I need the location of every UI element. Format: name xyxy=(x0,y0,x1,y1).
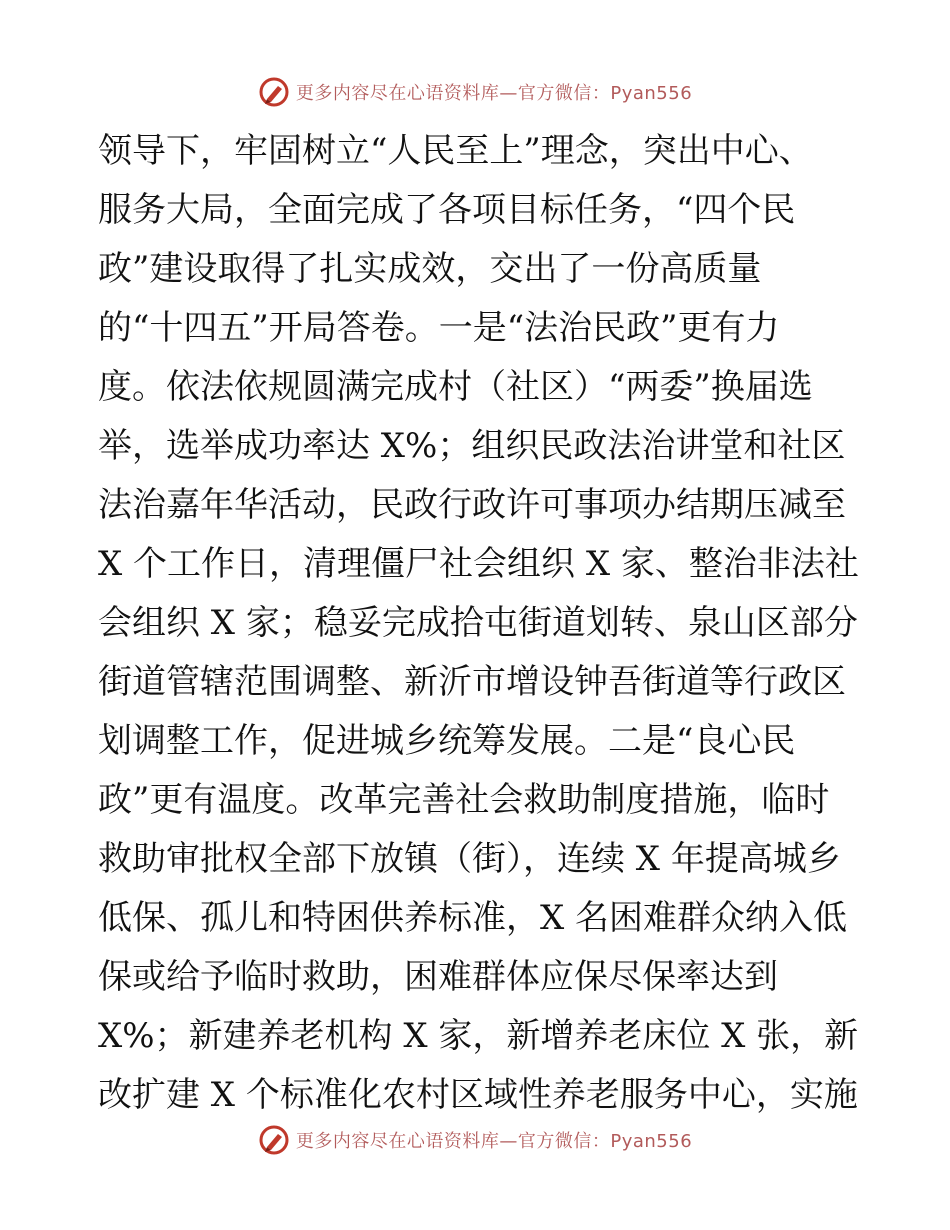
body-line: 改扩建 X 个标准化农村区域性养老服务中心，实施 xyxy=(98,1075,858,1115)
body-line: 法治嘉年华活动，民政行政许可事项办结期压减至 xyxy=(98,485,846,525)
body-line: 划调整工作，促进城乡统筹发展。二是“良心民 xyxy=(98,721,796,761)
red-pen-logo-icon xyxy=(258,1124,290,1156)
body-line: 的“十四五”开局答卷。一是“法治民政”更有力 xyxy=(98,308,780,348)
body-line: 领导下，牢固树立“人民至上”理念，突出中心、 xyxy=(98,131,813,171)
body-line: 街道管辖范围调整、新沂市增设钟吾街道等行政区 xyxy=(98,662,846,702)
body-line: 举，选举成功率达 X%；组织民政法治讲堂和社区 xyxy=(98,426,846,466)
header-text: 更多内容尽在心语资料库—官方微信：Pyan556 xyxy=(295,83,693,104)
body-line: X%；新建养老机构 X 家，新增养老床位 X 张，新 xyxy=(98,1016,859,1056)
body-line: 保或给予临时救助，困难群体应保尽保率达到 xyxy=(98,957,778,997)
body-line: 服务大局，全面完成了各项目标任务，“四个民 xyxy=(98,190,796,230)
body-line: 会组织 X 家；稳妥完成拾屯街道划转、泉山区部分 xyxy=(98,603,858,643)
footer-banner xyxy=(0,1120,950,1160)
body-line: 救助审批权全部下放镇（街），连续 X 年提高城乡 xyxy=(98,839,841,879)
header-banner xyxy=(0,72,950,112)
body-line: 政”建设取得了扎实成效，交出了一份高质量 xyxy=(98,249,762,289)
body-line: 度。依法依规圆满完成村（社区）“两委”换届选 xyxy=(98,367,813,407)
body-line: X 个工作日，清理僵尸社会组织 X 家、整治非法社 xyxy=(98,544,859,584)
footer-text: 更多内容尽在心语资料库—官方微信：Pyan556 xyxy=(295,1131,693,1152)
body-line: 低保、孤儿和特困供养标准，X 名困难群众纳入低 xyxy=(98,898,848,938)
red-pen-logo-icon xyxy=(258,76,290,108)
body-line: 政”更有温度。改革完善社会救助制度措施，临时 xyxy=(98,780,830,820)
document-body xyxy=(98,122,858,1125)
